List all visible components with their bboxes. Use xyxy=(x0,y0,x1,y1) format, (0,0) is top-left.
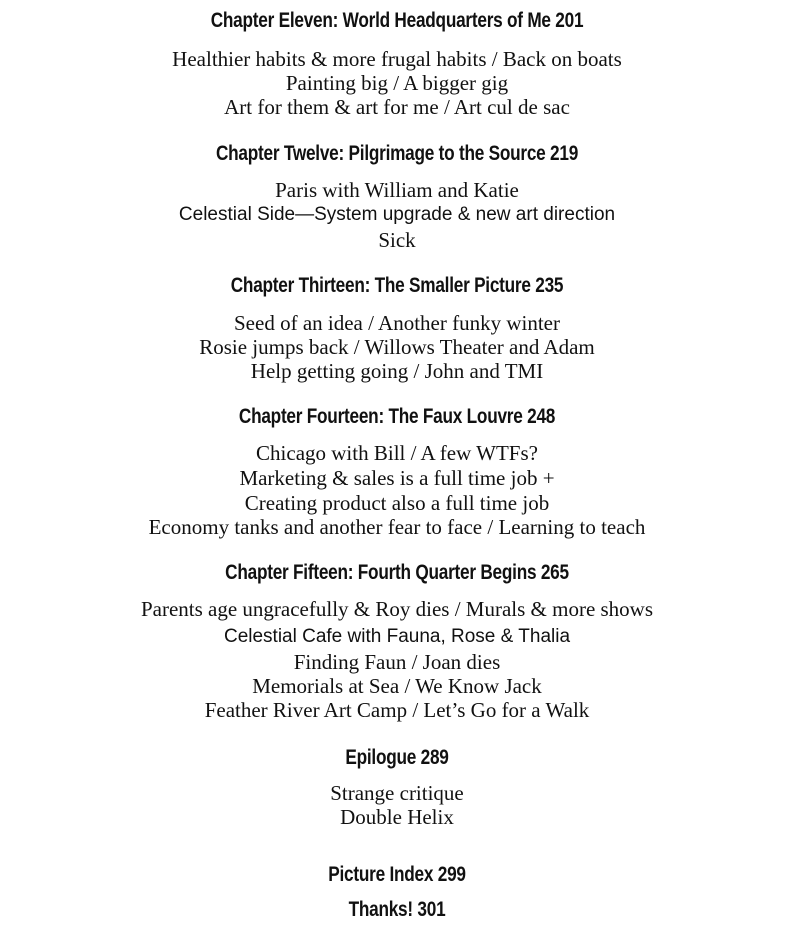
chapter-eleven-line-2: Painting big / A bigger gig xyxy=(285,71,509,95)
chapter-fourteen-line-1: Chicago with Bill / A few WTFs? xyxy=(256,441,538,465)
chapter-fourteen-line-2: Marketing & sales is a full time job + xyxy=(239,466,555,490)
chapter-twelve-line-1: Paris with William and Katie xyxy=(275,178,519,202)
chapter-thirteen-heading: Chapter Thirteen: The Smaller Picture 235 xyxy=(230,274,564,297)
chapter-twelve-line-2: Celestial Side—System upgrade & new art direction xyxy=(178,204,616,225)
chapter-eleven-heading: Chapter Eleven: World Headquarters of Me 201 xyxy=(210,9,584,32)
picture-index-heading: Picture Index 299 xyxy=(328,863,466,886)
chapter-twelve-line-3: Sick xyxy=(378,228,416,252)
chapter-fourteen-line-3: Creating product also a full time job xyxy=(244,491,550,515)
chapter-thirteen-line-1: Seed of an idea / Another funky winter xyxy=(234,311,560,335)
chapter-thirteen-line-2: Rosie jumps back / Willows Theater and Adam xyxy=(199,335,595,359)
chapter-fourteen-line-4: Economy tanks and another fear to face / Learning to teach xyxy=(148,515,646,539)
epilogue-heading: Epilogue 289 xyxy=(345,746,449,769)
epilogue-line-2: Double Helix xyxy=(340,805,454,829)
chapter-eleven-line-3: Art for them & art for me / Art cul de sac xyxy=(224,95,570,119)
chapter-fifteen-line-1: Parents age ungracefully & Roy dies / Murals & more shows xyxy=(140,597,654,621)
chapter-thirteen-line-3: Help getting going / John and TMI xyxy=(250,359,544,383)
chapter-fifteen-line-2: Celestial Cafe with Fauna, Rose & Thalia xyxy=(223,626,571,647)
chapter-fifteen-line-4: Memorials at Sea / We Know Jack xyxy=(252,674,542,698)
chapter-fifteen-line-5: Feather River Art Camp / Let’s Go for a Walk xyxy=(204,698,590,722)
chapter-fifteen-heading: Chapter Fifteen: Fourth Quarter Begins 265 xyxy=(225,561,569,584)
thanks-heading: Thanks! 301 xyxy=(348,898,446,921)
chapter-twelve-heading: Chapter Twelve: Pilgrimage to the Source 219 xyxy=(215,142,579,165)
chapter-fourteen-heading: Chapter Fourteen: The Faux Louvre 248 xyxy=(238,405,556,428)
chapter-eleven-line-1: Healthier habits & more frugal habits / Back on boats xyxy=(172,47,622,71)
epilogue-line-1: Strange critique xyxy=(330,781,464,805)
chapter-fifteen-line-3: Finding Faun / Joan dies xyxy=(293,650,501,674)
